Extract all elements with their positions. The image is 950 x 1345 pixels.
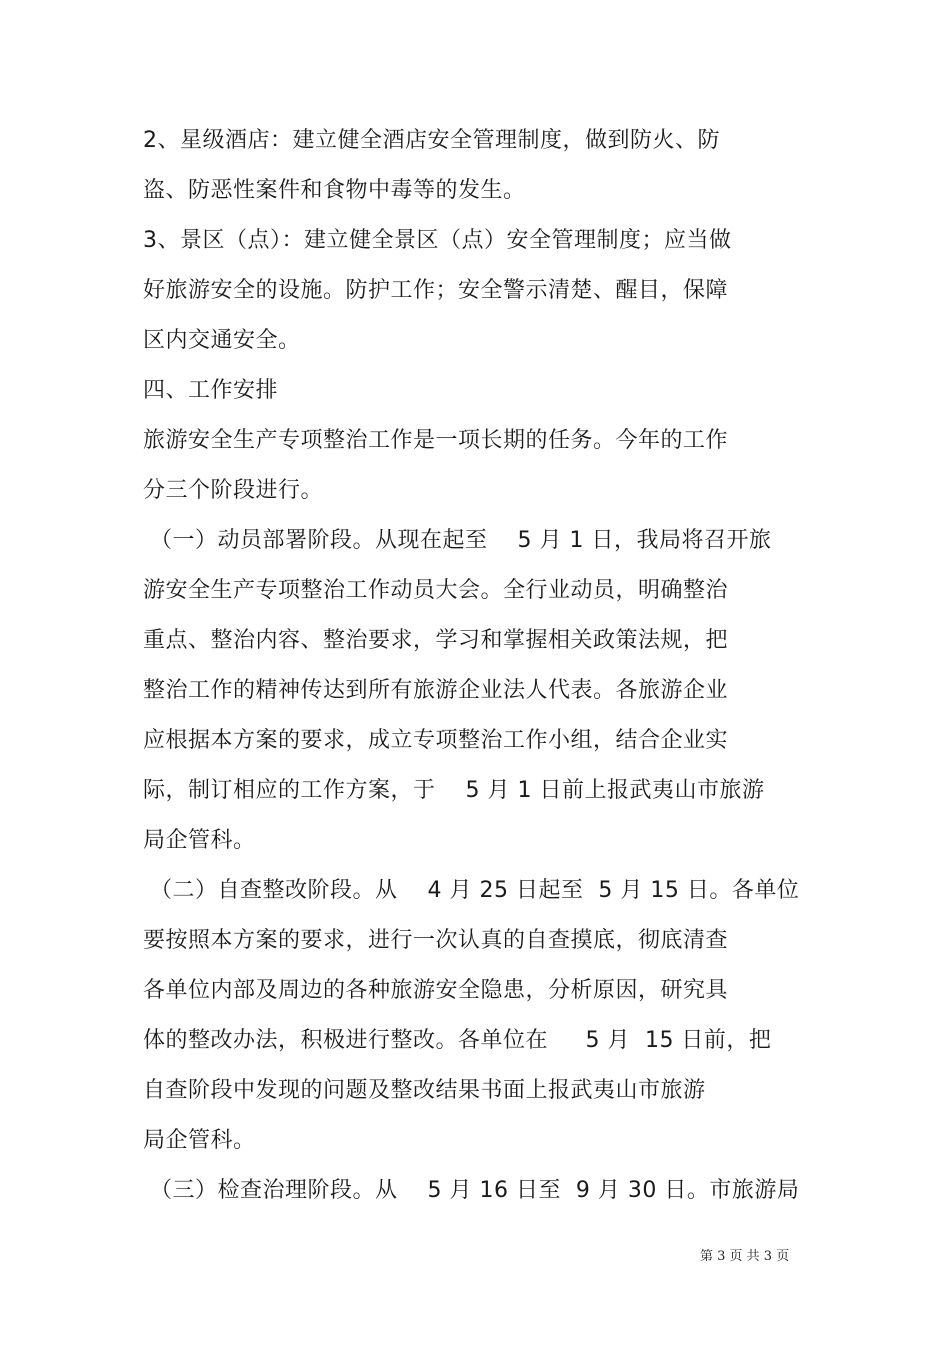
text-line: 要按照本方案的要求，进行一次认真的自查摸底，彻底清查: [143, 928, 729, 953]
text-line: 应根据本方案的要求，成立专项整治工作小组，结合企业实: [143, 728, 729, 753]
text-line: 重点、整治内容、整治要求，学习和掌握相关政策法规，把: [143, 628, 729, 653]
text-line: 自查阶段中发现的问题及整改结果书面上报武夷山市旅游: [143, 1078, 706, 1103]
text-line: 局企管科。: [143, 1128, 256, 1153]
text-line: 区内交通安全。: [143, 328, 301, 353]
text-line: 体的整改办法，积极进行整改。各单位在 5 月 15 日前，把: [143, 1028, 772, 1053]
text-line: 游安全生产专项整治工作动员大会。全行业动员，明确整治: [143, 578, 729, 603]
text-line: 3、景区（点）：建立健全景区（点）安全管理制度；应当做: [143, 228, 732, 253]
text-line: 2、星级酒店：建立健全酒店安全管理制度，做到防火、防: [143, 128, 720, 153]
text-line: 盗、防恶性案件和食物中毒等的发生。: [143, 178, 526, 203]
text-line: 际，制订相应的工作方案，于 5 月 1 日前上报武夷山市旅游: [143, 778, 765, 803]
text-line: 分三个阶段进行。: [143, 478, 324, 503]
text-line: 整治工作的精神传达到所有旅游企业法人代表。各旅游企业: [143, 678, 729, 703]
text-line: 好旅游安全的设施。防护工作；安全警示清楚、醒目，保障: [143, 278, 729, 303]
section-heading: 四、工作安排: [143, 378, 279, 403]
text-line: 局企管科。: [143, 828, 256, 853]
text-line: （三）检查治理阶段。从 5 月 16 日至 9 月 30 日。市旅游局: [150, 1178, 800, 1203]
text-line: 旅游安全生产专项整治工作是一项长期的任务。今年的工作: [143, 428, 729, 453]
text-line: （二）自查整改阶段。从 4 月 25 日起至 5 月 15 日。各单位: [150, 878, 800, 903]
text-line: 各单位内部及周边的各种旅游安全隐患，分析原因，研究具: [143, 978, 729, 1003]
text-line: （一）动员部署阶段。从现在起至 5 月 1 日，我局将召开旅: [150, 528, 772, 553]
page-number-footer: 第 3 页 共 3 页: [700, 1249, 790, 1264]
